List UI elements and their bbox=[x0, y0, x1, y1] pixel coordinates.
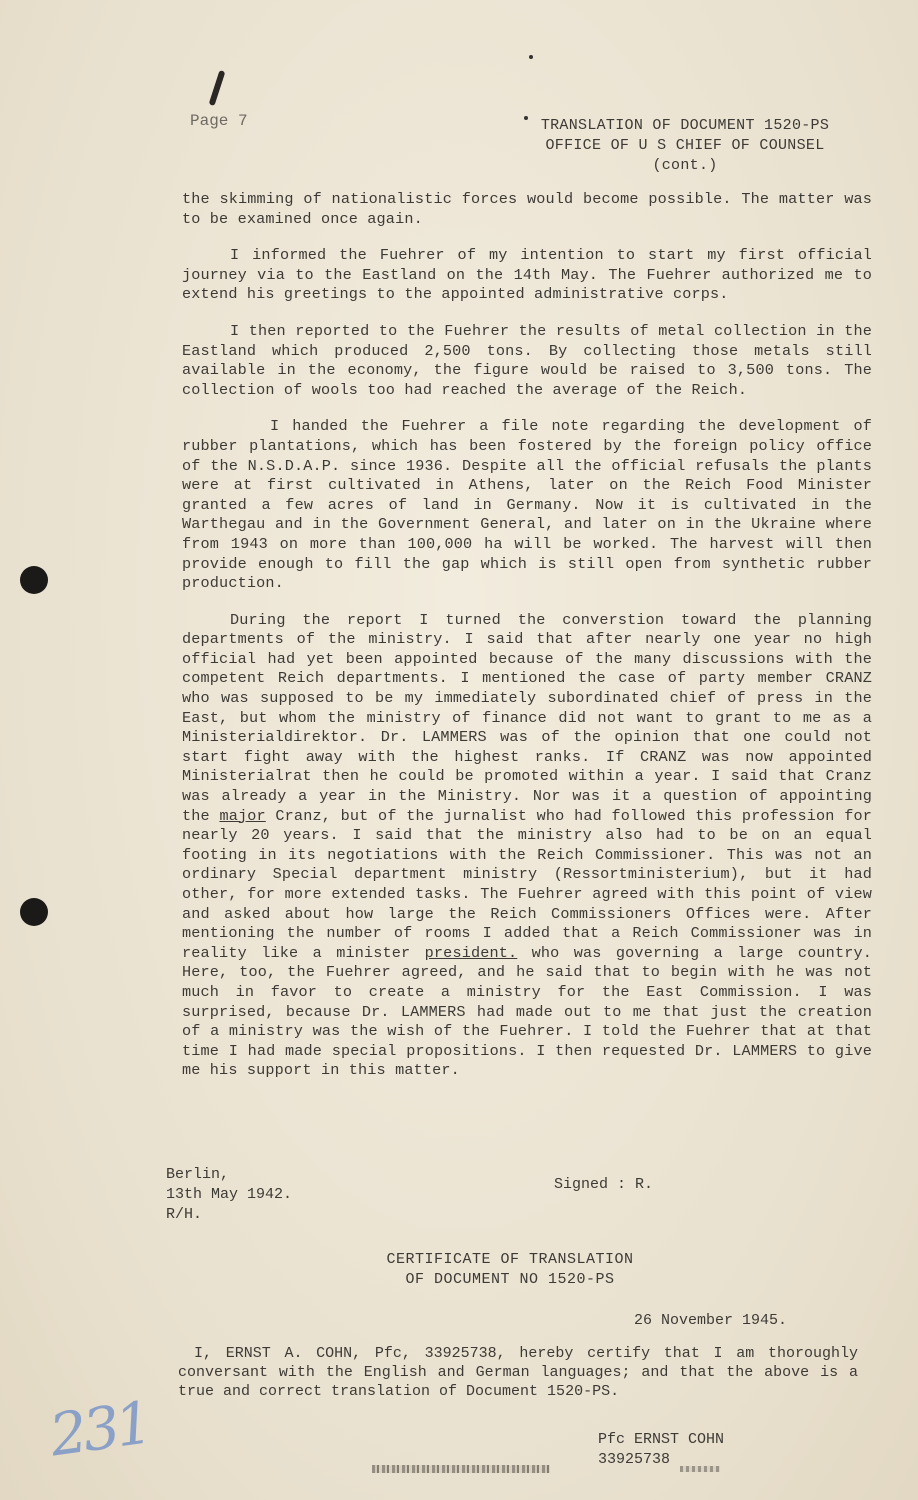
paragraph-4: I handed the Fuehrer a file note regarding the development of rubber plantations, which has been fostered by the foreign policy office of the N.S.D.A.P. since 1936. Despite all the official refusals the plants were at first cultivated in Athens, later on the Reich Food Minister granted a few acres of land in Germany. Now it is cultivated in the Warthegau and in the Government General, and later on in the Ukraine where from 1943 on more than 100,000 ha will be worked. The harvest will then provide enough to fill the gap which is still open from synthetic rubber production. bbox=[182, 417, 872, 593]
paragraph-5-part-3: who was governing a large country. Here, too, the Fuehrer agreed, and he said that to begin with he was not much in favor to create a ministry for the East Commission. I was surprised, because Dr. LAMMERS had made out to me that just the creation of a ministry was the wish of the Fuehrer. I told the Fuehrer that at that time I had made special propositions. I then requested Dr. LAMMERS to give me his support in this matter. bbox=[182, 943, 872, 1080]
stamp-smudge bbox=[372, 1465, 550, 1473]
paragraph-2: I informed the Fuehrer of my intention to start my first official journey via to the Eastland on the 14th May. The Fuehrer authorized me to extend his greetings to the appointed administrative corps. bbox=[182, 246, 872, 304]
translator-number: 33925738 bbox=[598, 1451, 671, 1468]
certificate-title bbox=[360, 1250, 660, 1290]
header-line-3: (cont.) bbox=[652, 157, 718, 174]
certificate-text: I, ERNST A. COHN, Pfc, 33925738, hereby certify that I am thoroughly conversant with the English and German languages; and that the above is a true and correct translation of Document 1520-PS. bbox=[178, 1345, 858, 1400]
underlined-word-president: president. bbox=[424, 943, 518, 962]
page-number: Page 7 bbox=[190, 112, 248, 130]
paragraph-5 bbox=[182, 611, 872, 1081]
certificate-title-line-2: OF DOCUMENT NO 1520-PS bbox=[405, 1271, 615, 1288]
paragraph-1: the skimming of nationalistic forces would become possible. The matter was to be examined once again. bbox=[182, 190, 872, 228]
letter-date: 13th May 1942. bbox=[166, 1186, 293, 1203]
paragraph-3: I then reported to the Fuehrer the results of metal collection in the Eastland which produced 2,500 tons. By collecting those metals still available in the economy, the figure would be raised to 3,500 tons. The collection of wools too had reached the average of the Reich. bbox=[182, 321, 872, 399]
initials: R/H. bbox=[166, 1206, 203, 1223]
header-line-2: OFFICE OF U S CHIEF OF COUNSEL bbox=[545, 137, 825, 154]
place-and-date bbox=[166, 1165, 292, 1225]
underlined-word-major: major bbox=[219, 806, 266, 825]
document-header bbox=[520, 116, 850, 176]
certificate-title-line-1: CERTIFICATE OF TRANSLATION bbox=[386, 1251, 634, 1268]
translator-name: Pfc ERNST COHN bbox=[598, 1431, 725, 1448]
pen-mark bbox=[209, 70, 226, 106]
header-line-1: TRANSLATION OF DOCUMENT 1520-PS bbox=[540, 117, 830, 134]
certificate-date: 26 November 1945. bbox=[634, 1312, 788, 1329]
stamp-smudge-small bbox=[680, 1466, 720, 1472]
certificate-signature bbox=[598, 1430, 724, 1470]
punch-hole-top bbox=[20, 566, 48, 594]
speck bbox=[529, 55, 533, 59]
paragraph-5-part-2: Cranz, but of the jurnalist who had followed this profession for nearly 20 years. I said that the ministry also had to be on an equal footing in its negotiations with the Reich Commissioner. This was not an ordinary Special department ministry (Ressortministerium), but it had other, for more extended tasks. The Fuehrer agreed with this point of view and asked about how large the Reich Commissioners Offices were. After mentioning the number of rooms I added that a Reich Commissioner was in reality like a minister bbox=[182, 806, 872, 962]
paragraph-5-part-1: During the report I turned the converstion toward the planning departments of the ministry. I said that after nearly one year no high official had yet been appointed because of the many discussions with the competent Reich departments. I mentioned the case of party member CRANZ who was supposed to be my immediately subordinated chief of press in the East, but whom the ministry of finance did not want to grant to me as a Ministerialdirektor. Dr. LAMMERS was of the opinion that one could not start fight away with the highest ranks. If CRANZ was now appointed Ministerialrat then he could be promoted within a year. I said that Cranz was already a year in the Ministry. Nor was it a question of appointing the bbox=[182, 610, 872, 825]
handwritten-page-number: 231 bbox=[45, 1388, 153, 1470]
signature-line: Signed : R. bbox=[554, 1176, 654, 1193]
place: Berlin, bbox=[166, 1166, 230, 1183]
punch-hole-bottom bbox=[20, 898, 48, 926]
document-body bbox=[182, 190, 872, 1098]
